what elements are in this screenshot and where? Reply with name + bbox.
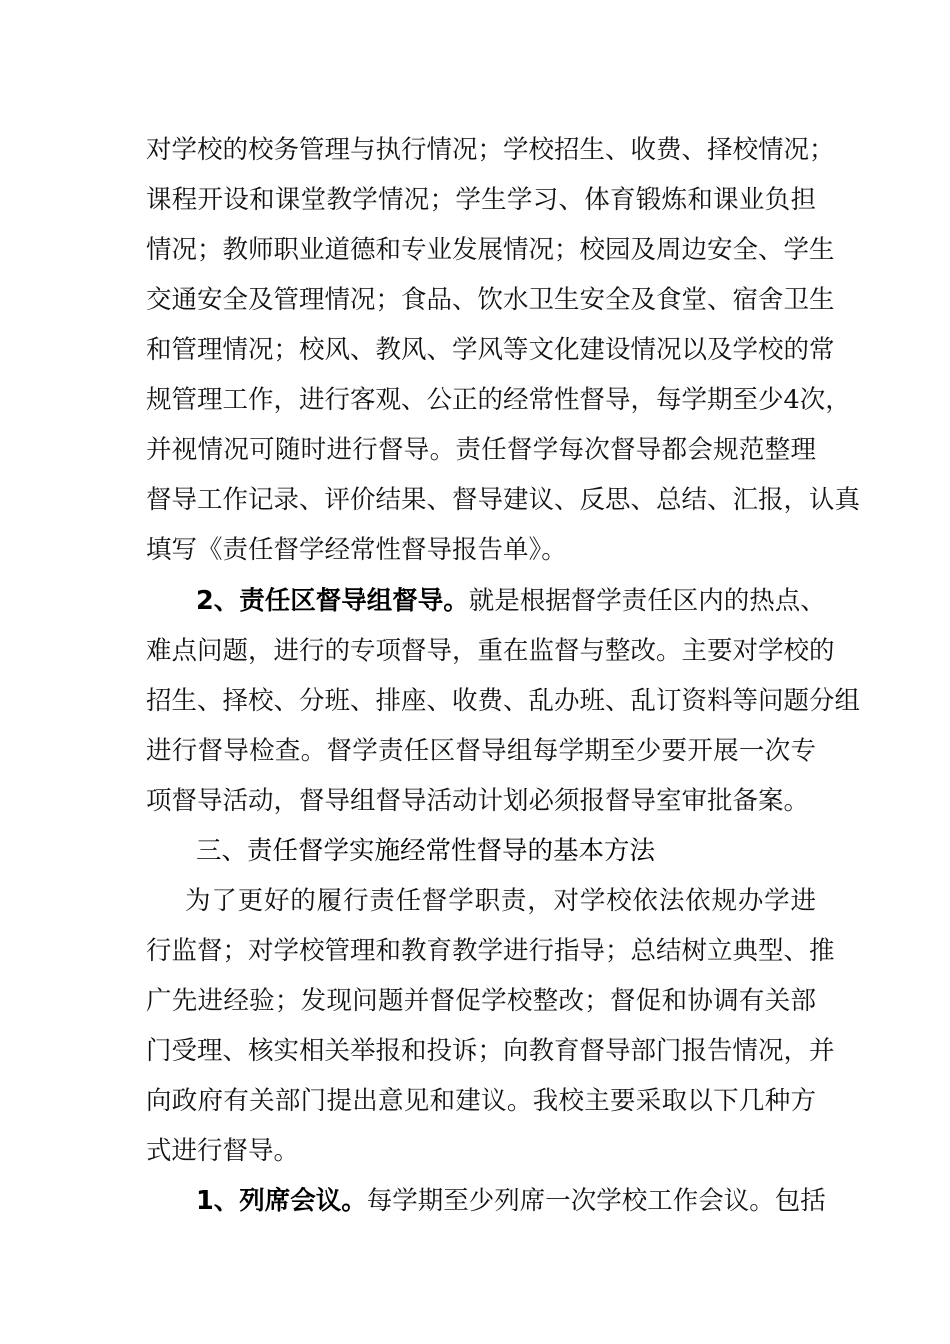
paragraph-line: 招生、择校、分班、排座、收费、乱办班、乱订资料等问题分组 xyxy=(146,686,861,716)
paragraph-line: 对学校的校务管理与执行情况；学校招生、收费、择校情况； xyxy=(146,135,835,165)
paragraph-line: 并视情况可随时进行督导。责任督学每次督导都会规范整理 xyxy=(146,435,816,465)
paragraph-line: 为了更好的履行责任督学职责，对学校依法依规办学进 xyxy=(185,886,816,916)
paragraph-line: 向政府有关部门提出意见和建议。我校主要采取以下几种方 xyxy=(146,1086,816,1116)
paragraph-line: 广先进经验；发现问题并督促学校整改；督促和协调有关部 xyxy=(146,986,816,1016)
item-1-text: 每学期至少列席一次学校工作会议。包括 xyxy=(366,1186,826,1216)
paragraph-line: 门受理、核实相关举报和投诉；向教育督导部门报告情况，并 xyxy=(146,1036,835,1066)
paragraph-line: 填写《责任督学经常性督导报告单》。 xyxy=(146,535,567,565)
paragraph-line: 情况；教师职业道德和专业发展情况；校园及周边安全、学生 xyxy=(146,235,835,265)
paragraph-line: 课程开设和课堂教学情况；学生学习、体育锻炼和课业负担 xyxy=(146,185,816,215)
section-heading: 三、责任督学实施经常性督导的基本方法 xyxy=(196,836,656,866)
paragraph-line: 式进行督导。 xyxy=(146,1136,300,1166)
item-2-title: 2、责任区督导组督导。 xyxy=(196,586,469,616)
item-2-first-line xyxy=(196,575,826,627)
item-2-text: 就是根据督学责任区内的热点、 xyxy=(468,586,826,616)
item-1-title: 1、列席会议。 xyxy=(196,1186,367,1216)
item-1-first-line xyxy=(196,1175,826,1227)
paragraph-line: 督导工作记录、评价结果、督导建议、反思、总结、汇报，认真 xyxy=(146,485,861,515)
paragraph-line: 难点问题，进行的专项督导，重在监督与整改。主要对学校的 xyxy=(146,636,835,666)
paragraph-line: 行监督；对学校管理和教育教学进行指导；总结树立典型、推 xyxy=(146,936,835,966)
paragraph-line: 和管理情况；校风、教风、学风等文化建设情况以及学校的常 xyxy=(146,335,835,365)
paragraph-line: 进行督导检查。督学责任区督导组每学期至少要开展一次专 xyxy=(146,736,816,766)
paragraph-line: 项督导活动，督导组督导活动计划必须报督导室审批备案。 xyxy=(146,786,810,816)
paragraph-line: 交通安全及管理情况；食品、饮水卫生安全及食堂、宿舍卫生 xyxy=(146,285,835,315)
paragraph-line: 规管理工作，进行客观、公正的经常性督导，每学期至少4次， xyxy=(146,385,851,415)
